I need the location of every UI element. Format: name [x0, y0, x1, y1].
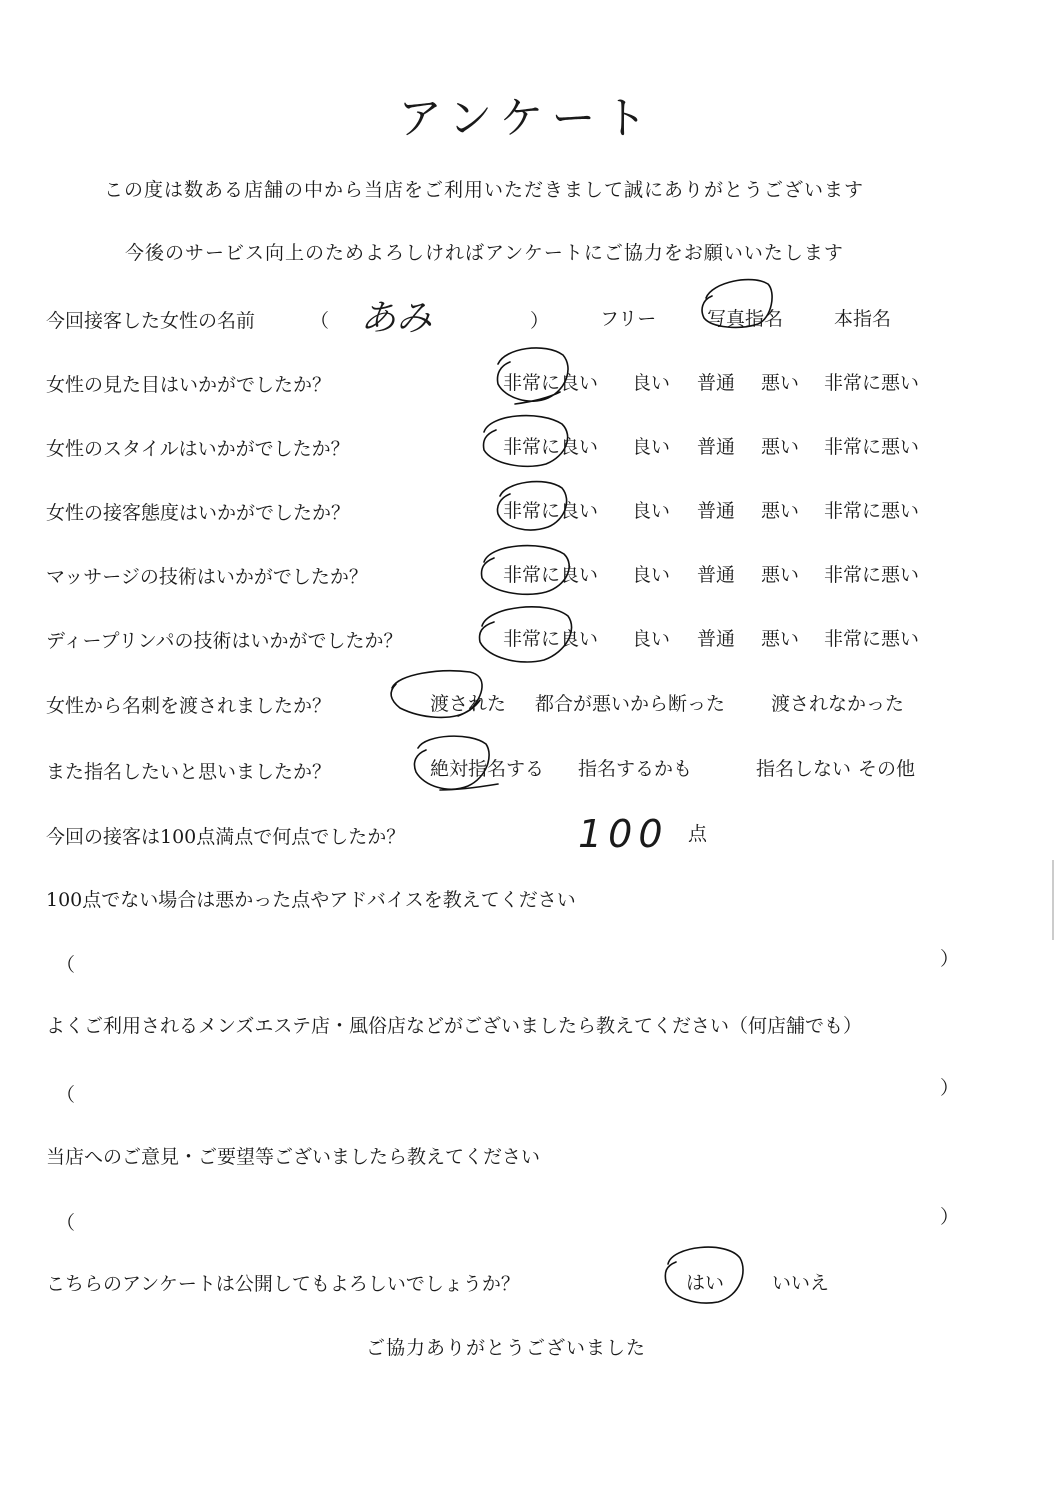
score-value[interactable]: 100 — [578, 812, 669, 856]
rating-option-good[interactable]: 良い — [632, 564, 671, 586]
publish-option-no[interactable]: いいえ — [772, 1272, 830, 1294]
repeat-option-other[interactable]: その他 — [858, 758, 916, 780]
rating-question: 女性の見た目はいかがでしたか？ — [46, 374, 332, 396]
rating-question: 女性の接客態度はいかがでしたか？ — [46, 502, 351, 524]
repeat-question: また指名したいと思いましたか？ — [46, 761, 332, 783]
intro-line-2: 今後のサービス向上のためよろしければアンケートにご協力をお願いいたします — [125, 242, 844, 264]
publish-option-yes[interactable]: はい — [686, 1272, 725, 1294]
other-shops-close-paren: ） — [940, 1077, 960, 1099]
advice-open-paren: （ — [56, 954, 76, 976]
publish-question: こちらのアンケートは公開してもよろしいでしょうか？ — [46, 1273, 520, 1295]
opinions-open-paren: （ — [56, 1212, 76, 1234]
repeat-option-no[interactable]: 指名しない — [756, 758, 852, 780]
card-option-not-received[interactable]: 渡されなかった — [771, 693, 905, 715]
staff-name-label: 今回接客した女性の名前 — [46, 310, 256, 332]
opinions-question: 当店へのご意見・ご要望等ございましたら教えてください — [46, 1146, 541, 1168]
rating-question: ディープリンパの技術はいかがでしたか？ — [46, 630, 403, 652]
rating-option-good[interactable]: 良い — [632, 372, 671, 394]
rating-option-good[interactable]: 良い — [632, 500, 671, 522]
rating-option-very-good[interactable]: 非常に良い — [503, 372, 599, 394]
rating-option-very-bad[interactable]: 非常に悪い — [824, 436, 920, 458]
staff-name-value[interactable]: あみ — [360, 298, 433, 339]
scan-edge-mark — [1052, 860, 1054, 940]
page-title: アンケート — [398, 93, 656, 144]
rating-option-bad[interactable]: 悪い — [761, 628, 800, 650]
rating-option-bad[interactable]: 悪い — [761, 372, 800, 394]
rating-option-bad[interactable]: 悪い — [761, 436, 800, 458]
score-question: 今回の接客は100点満点で何点でしたか？ — [46, 826, 406, 848]
name-close-paren: ） — [530, 310, 550, 332]
rating-question: 女性のスタイルはいかがでしたか？ — [46, 438, 350, 460]
rating-option-very-bad[interactable]: 非常に悪い — [824, 564, 920, 586]
option-main-nomination[interactable]: 本指名 — [834, 308, 892, 330]
card-option-declined[interactable]: 都合が悪いから断った — [535, 693, 726, 715]
score-unit: 点 — [688, 823, 708, 845]
rating-option-very-good[interactable]: 非常に良い — [503, 564, 599, 586]
option-photo-nomination[interactable]: 写真指名 — [707, 308, 784, 330]
rating-option-average[interactable]: 普通 — [697, 500, 736, 522]
repeat-option-definitely[interactable]: 絶対指名する — [430, 758, 545, 780]
rating-option-average[interactable]: 普通 — [697, 372, 736, 394]
rating-option-very-good[interactable]: 非常に良い — [503, 628, 599, 650]
name-open-paren: （ — [310, 310, 330, 332]
intro-line-1: この度は数ある店舗の中から当店をご利用いただきまして誠にありがとうございます — [104, 179, 865, 201]
rating-option-good[interactable]: 良い — [632, 436, 671, 458]
card-question: 女性から名刺を渡されましたか？ — [46, 695, 332, 717]
rating-question: マッサージの技術はいかがでしたか？ — [46, 566, 368, 588]
rating-option-good[interactable]: 良い — [632, 628, 671, 650]
advice-question: 100点でない場合は悪かった点やアドバイスを教えてください — [46, 889, 576, 911]
rating-option-average[interactable]: 普通 — [697, 628, 736, 650]
rating-option-very-bad[interactable]: 非常に悪い — [824, 628, 920, 650]
rating-option-average[interactable]: 普通 — [697, 564, 736, 586]
rating-option-bad[interactable]: 悪い — [761, 500, 800, 522]
rating-option-bad[interactable]: 悪い — [761, 564, 800, 586]
other-shops-open-paren: （ — [56, 1084, 76, 1106]
other-shops-question: よくご利用されるメンズエステ店・風俗店などがございましたら教えてください（何店舗でも） — [46, 1015, 863, 1037]
rating-option-very-bad[interactable]: 非常に悪い — [824, 500, 920, 522]
card-option-received[interactable]: 渡された — [430, 693, 507, 715]
rating-option-average[interactable]: 普通 — [697, 436, 736, 458]
rating-option-very-good[interactable]: 非常に良い — [503, 500, 599, 522]
option-free[interactable]: フリー — [600, 308, 657, 330]
rating-option-very-bad[interactable]: 非常に悪い — [824, 372, 920, 394]
repeat-option-maybe[interactable]: 指名するかも — [578, 758, 693, 780]
rating-option-very-good[interactable]: 非常に良い — [503, 436, 599, 458]
closing-message: ご協力ありがとうございました — [366, 1337, 647, 1359]
advice-close-paren: ） — [940, 948, 960, 970]
opinions-close-paren: ） — [940, 1206, 960, 1228]
